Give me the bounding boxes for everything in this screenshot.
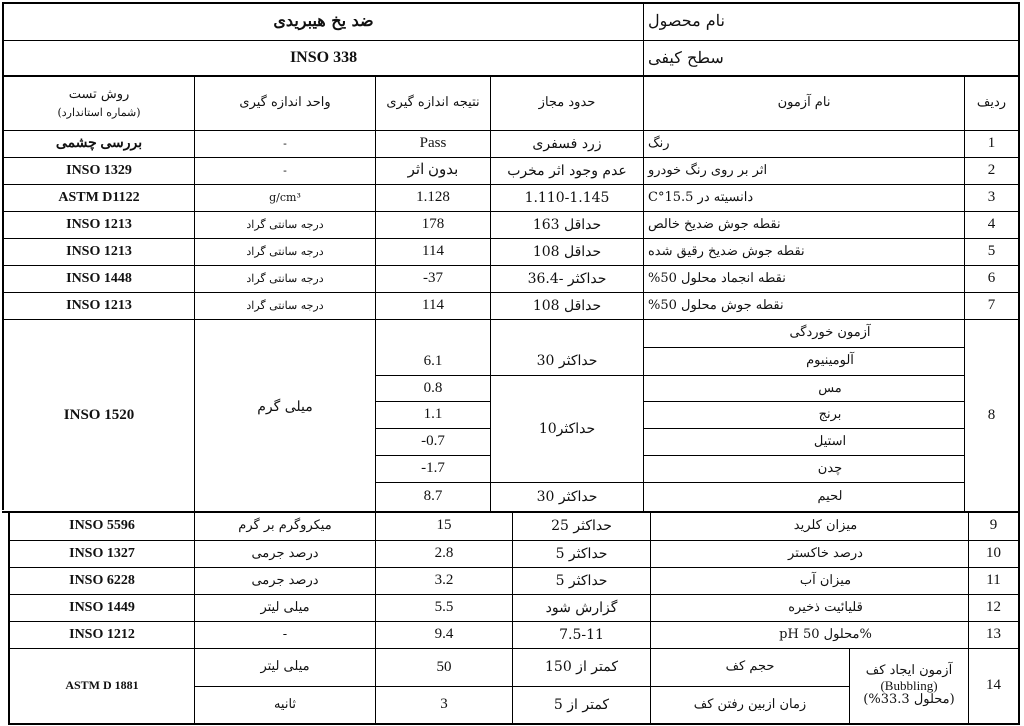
result: -37 <box>423 270 443 287</box>
limit: زرد فسفری <box>532 135 602 152</box>
header-limit: حدود مجاز <box>538 95 596 111</box>
corrosion-item-name: استیل <box>813 433 847 449</box>
row-no: 4 <box>987 216 996 233</box>
corrosion-item-result: 6.1 <box>423 352 443 369</box>
row-no: 13 <box>986 626 1001 643</box>
test-name: میزان آب <box>799 572 852 588</box>
row-no: 5 <box>987 243 996 260</box>
foam-title-2: (Bubbling) <box>880 677 938 693</box>
header-result: نتیجه اندازه گیری <box>386 95 480 111</box>
limit: حداقل 108 <box>532 243 602 260</box>
limit: حداقل 108 <box>532 297 602 314</box>
header-test: نام آزمون <box>777 95 831 111</box>
row-no: 12 <box>986 599 1001 616</box>
corrosion-item-name: آلومینیوم <box>806 353 854 369</box>
test-name: نقطه جوش ضدیخ خالص <box>648 216 781 232</box>
limit: حداکثر 5 <box>555 545 608 562</box>
header-row: ردیف <box>976 95 1007 111</box>
test-name: pH محلول 50% <box>779 626 872 642</box>
corrosion-limit-b: حداکثر10 <box>538 420 596 437</box>
unit: درجه سانتی گراد <box>246 244 324 258</box>
test-name: رنگ <box>648 135 670 151</box>
unit: - <box>283 163 287 177</box>
header-unit: واحد اندازه گیری <box>239 95 331 111</box>
test-name: دانسیته در 15.5°C <box>648 189 754 205</box>
corrosion-method: INSO 1520 <box>63 406 135 423</box>
limit: حداکثر -36.4 <box>527 270 607 287</box>
limit: حداقل 163 <box>532 216 602 233</box>
method: INSO 1213 <box>66 216 132 232</box>
corrosion-limit-c: حداکثر 30 <box>536 488 598 505</box>
test-name: قلیائیت ذخیره <box>788 599 863 615</box>
unit: درجه سانتی گراد <box>246 298 324 312</box>
result: 2.8 <box>434 545 454 562</box>
unit: درجه سانتی گراد <box>246 271 324 285</box>
foam-sub-0-result: 50 <box>436 658 452 675</box>
corrosion-title: آزمون خوردگی <box>789 325 871 341</box>
method: INSO 1213 <box>66 243 132 259</box>
product-label: نام محصول <box>648 11 725 31</box>
product-value: ضد یخ هیبریدی <box>273 11 374 31</box>
result: Pass <box>419 135 447 152</box>
method: INSO 5596 <box>69 517 135 533</box>
result: 3.2 <box>434 572 454 589</box>
unit: - <box>283 136 287 150</box>
corrosion-unit: میلی گرم <box>257 399 313 416</box>
row-no: 10 <box>986 545 1001 562</box>
limit: 7.5-11 <box>559 626 604 643</box>
foam-sub-0-unit: میلی لیتر <box>260 659 310 675</box>
corrosion-item-result: 8.7 <box>423 488 443 505</box>
test-name: اثر بر روی رنگ خودرو <box>648 162 768 178</box>
corrosion-item-name: مس <box>818 380 842 396</box>
unit: درجه سانتی گراد <box>246 217 324 231</box>
unit: - <box>282 626 288 642</box>
foam-sub-0-limit: کمتر از 150 <box>545 659 618 676</box>
foam-method: ASTM D 1881 <box>65 678 139 693</box>
test-name: نقطه جوش محلول 50% <box>648 297 784 313</box>
row-no: 1 <box>987 135 996 152</box>
method: INSO 1327 <box>69 545 135 561</box>
row-no: 7 <box>987 297 996 314</box>
unit: میکروگرم بر گرم <box>238 517 332 533</box>
foam-title-1: آزمون ایجاد کف <box>865 662 953 678</box>
limit: 1.110-1.145 <box>524 189 610 206</box>
row-no: 3 <box>987 189 996 206</box>
corrosion-item-name: چدن <box>817 460 843 476</box>
result: بدون اثر <box>407 162 459 179</box>
method: INSO 1449 <box>69 599 135 615</box>
quality-value: INSO 338 <box>289 48 358 66</box>
result: 1.128 <box>416 189 450 206</box>
header-method-label: روش تست <box>68 86 130 102</box>
result: 5.5 <box>434 599 454 616</box>
row-no: 6 <box>987 270 996 287</box>
corrosion-item-result: -1.7 <box>421 460 445 477</box>
test-name: نقطه جوش ضدیخ رقیق شده <box>648 243 805 259</box>
foam-title <box>850 649 968 723</box>
row-no: 2 <box>987 162 996 179</box>
result: 15 <box>436 517 452 534</box>
method: INSO 1448 <box>66 270 132 286</box>
header-method <box>4 77 194 130</box>
method: INSO 1213 <box>66 297 132 313</box>
corrosion-item-name: برنج <box>818 406 842 422</box>
header-method-sub: (شماره استاندارد) <box>57 105 141 119</box>
method: بررسی چشمی <box>55 135 143 151</box>
unit: g/cm³ <box>269 190 301 204</box>
limit: حداکثر 5 <box>555 572 608 589</box>
test-name: میزان کلرید <box>793 517 858 533</box>
corrosion-item-result: 1.1 <box>423 406 443 423</box>
row-14-no: 14 <box>986 677 1001 694</box>
unit: درصد جرمی <box>251 572 319 588</box>
result: 114 <box>422 297 444 314</box>
method: INSO 6228 <box>69 572 135 588</box>
foam-sub-0-name: حجم کف <box>725 659 775 675</box>
foam-sub-1-unit: ثانیه <box>273 696 297 712</box>
result: 114 <box>422 243 444 260</box>
unit: میلی لیتر <box>260 599 310 615</box>
row-8-no: 8 <box>987 406 996 423</box>
test-name: نقطه انجماد محلول 50% <box>648 270 786 286</box>
method: ASTM D1122 <box>58 189 140 205</box>
corrosion-item-result: 0.8 <box>423 380 443 397</box>
limit: گزارش شود <box>545 599 618 616</box>
corrosion-item-name: لحیم <box>817 488 843 504</box>
result: 178 <box>421 216 445 233</box>
unit: درصد جرمی <box>251 545 319 561</box>
corrosion-item-result: -0.7 <box>421 433 445 450</box>
limit: عدم وجود اثر مخرب <box>507 162 627 179</box>
quality-label: سطح کیفی <box>648 47 724 67</box>
foam-title-3: (محلول 33.3%) <box>863 692 955 708</box>
row-no: 11 <box>986 572 1001 589</box>
limit: حداکثر 25 <box>551 517 612 534</box>
test-name: درصد خاکستر <box>788 545 863 561</box>
corrosion-limit-a: حداکثر 30 <box>536 353 598 370</box>
row-no: 9 <box>989 517 998 534</box>
result: 9.4 <box>434 626 454 643</box>
foam-sub-1-result: 3 <box>440 696 448 713</box>
foam-sub-1-name: زمان ازبین رفتن کف <box>693 696 807 712</box>
method: INSO 1212 <box>69 626 135 642</box>
method: INSO 1329 <box>66 162 132 178</box>
foam-sub-1-limit: کمتر از 5 <box>553 696 610 713</box>
